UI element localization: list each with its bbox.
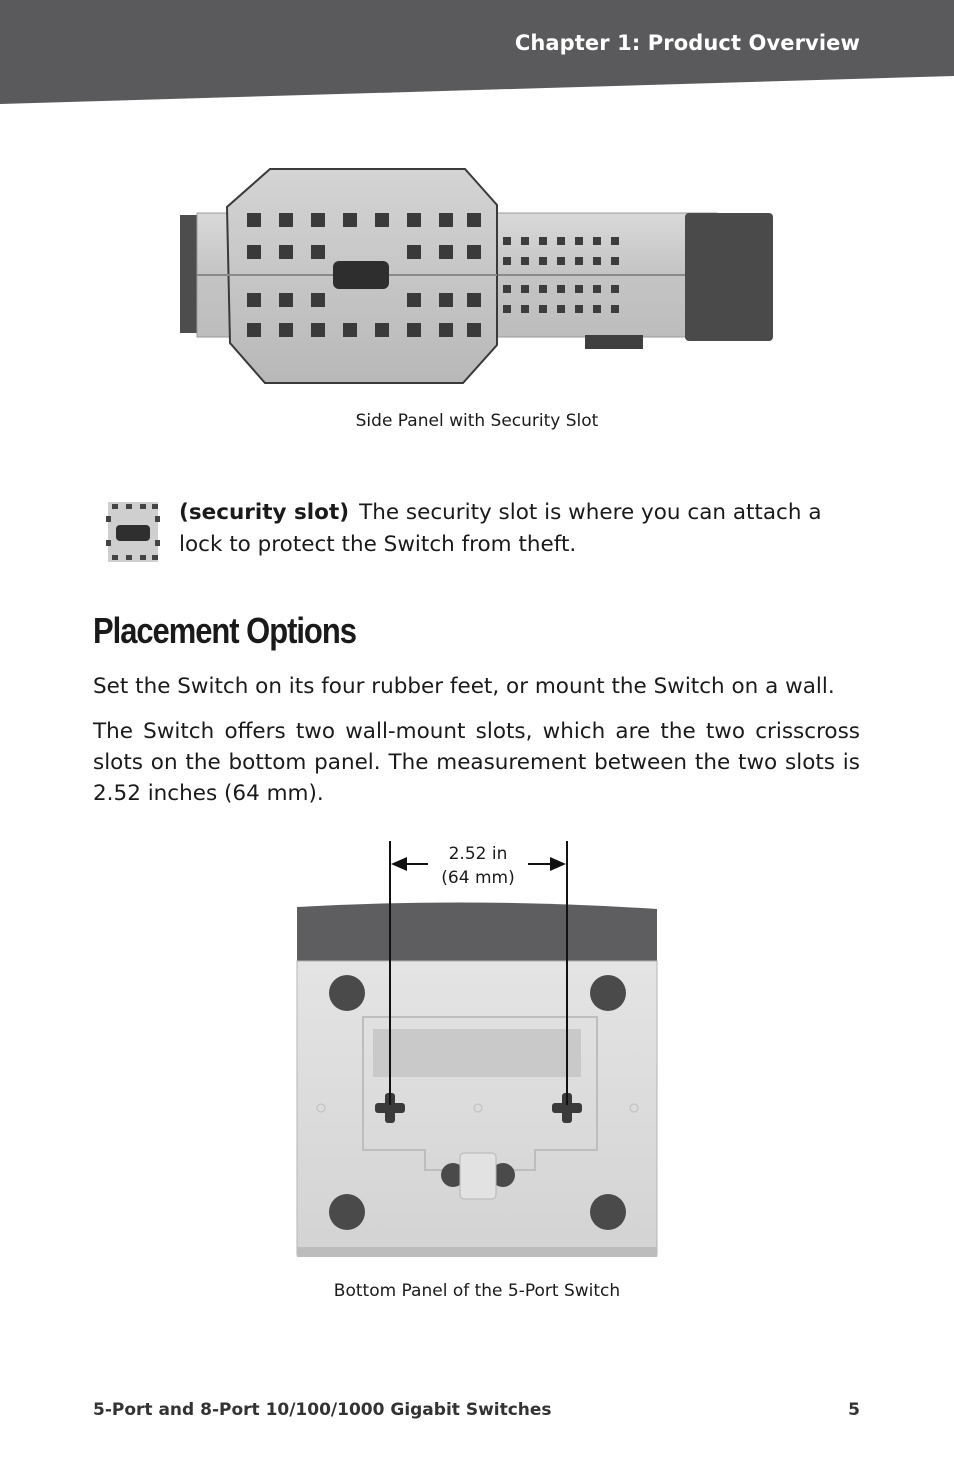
side-panel-figure [175, 165, 780, 390]
rubber-foot [329, 1194, 365, 1230]
bottom-panel-figure [285, 835, 670, 1265]
chapter-title: Chapter 1: Product Overview [514, 31, 860, 55]
paragraph-placement-1: Set the Switch on its four rubber feet, or mount the Switch on a wall. [93, 674, 835, 699]
dimension-label [428, 842, 528, 890]
dimension-inches: 2.52 in [448, 844, 508, 864]
page-number: 5 [848, 1400, 860, 1420]
rubber-foot [590, 1194, 626, 1230]
security-slot-definition [179, 497, 869, 561]
rubber-foot [590, 975, 626, 1011]
definition-body: The security slot is where you can attach a lock to protect the Switch from theft. [179, 500, 822, 557]
section-title: Placement Options [93, 610, 356, 651]
security-slot-icon [104, 500, 162, 564]
footer-product-name: 5-Port and 8-Port 10/100/1000 Gigabit Switches [93, 1400, 552, 1420]
definition-term: (security slot) [179, 500, 350, 525]
figure-caption-bottom-panel: Bottom Panel of the 5-Port Switch [333, 1281, 621, 1301]
rubber-foot [329, 975, 365, 1011]
security-slot [333, 261, 389, 289]
dimension-mm: (64 mm) [441, 868, 515, 888]
paragraph-placement-2: The Switch offers two wall-mount slots, which are the two crisscross slots on the bottom panel. The measurement between the two slots is 2.52 inches (64 mm). [93, 719, 860, 806]
figure-caption-side-panel: Side Panel with Security Slot [355, 411, 599, 431]
